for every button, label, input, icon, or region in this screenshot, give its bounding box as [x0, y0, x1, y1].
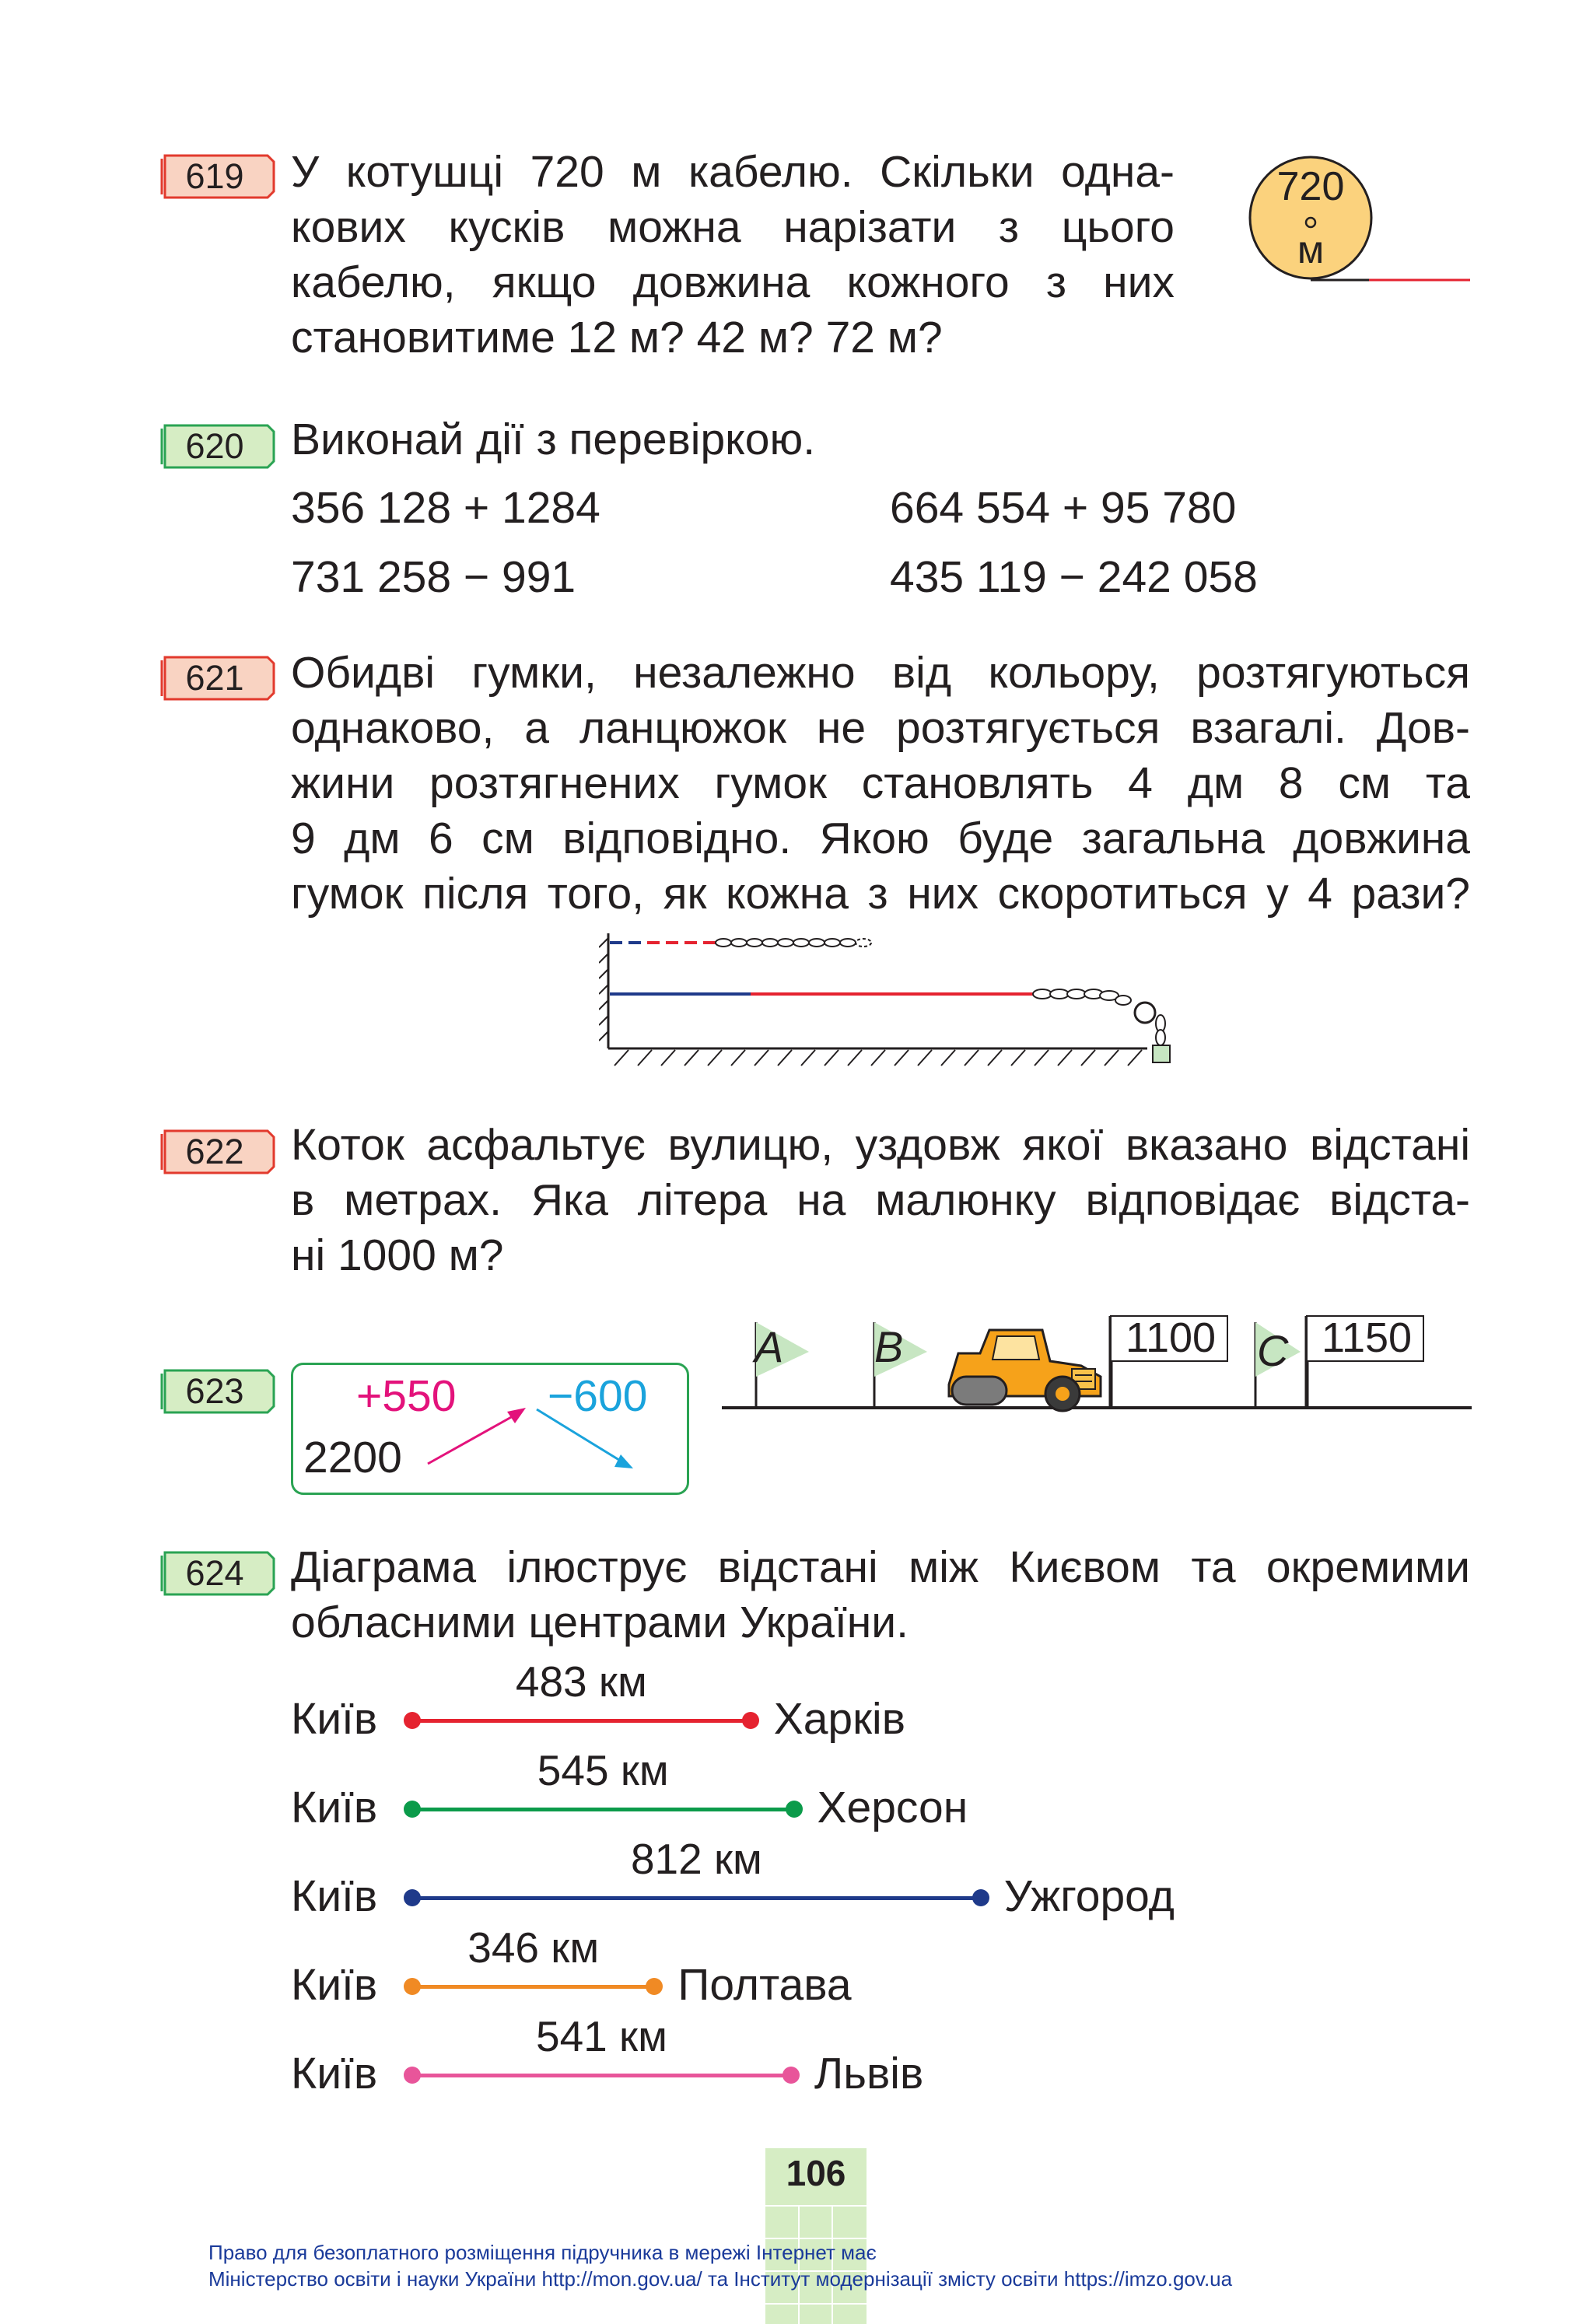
start-dot — [404, 2067, 421, 2084]
task-number-badge-621 — [160, 656, 269, 699]
distance-label: 812 км — [630, 1835, 762, 1883]
text-line: жини розтягнених гумок становлять 4 дм 8 см та — [291, 758, 1470, 808]
start-dot — [404, 1712, 421, 1729]
text-line: Обидві гумки, незалежно від кольору, розтягуються — [291, 648, 1470, 698]
task-number: 623 — [185, 1371, 244, 1411]
flag-label-b: B — [874, 1322, 904, 1371]
reel-unit: м — [1297, 228, 1325, 271]
distance-label: 541 км — [535, 2012, 667, 2060]
text-line: кабелю, якщо довжина кожного з них — [291, 257, 1175, 307]
task-621-text — [291, 646, 1470, 922]
city-to: Ужгород — [1003, 1871, 1175, 1921]
text-line: Діаграма ілюструє відстані між Києвом та окремими — [291, 1542, 1470, 1592]
rubber-band-chain-illustration — [599, 933, 1237, 1073]
city-from: Київ — [291, 1783, 378, 1832]
end-dot — [742, 1712, 759, 1729]
end-dot — [972, 1889, 989, 1906]
text-line: обласними центрами України. — [291, 1598, 909, 1647]
distance-sign: 1150 — [1321, 1314, 1413, 1361]
text-line: в метрах. Яка літера на малюнку відповідає відста- — [291, 1175, 1470, 1225]
distance-line — [412, 1808, 794, 1811]
text-line: Коток асфальтує вулицю, уздовж якої вказано відстані — [291, 1120, 1470, 1170]
start-dot — [404, 1978, 421, 1995]
footer-line-1: Право для безоплатного розміщення підручника в мережі Інтернет має — [208, 2241, 877, 2264]
flag-label-c: C — [1257, 1326, 1289, 1375]
text-line: гумок після того, як кожна з них скоротиться у 4 рази? — [291, 869, 1470, 919]
city-to: Херсон — [817, 1783, 968, 1832]
flag-label-a: A — [754, 1322, 784, 1371]
start-dot — [404, 1801, 421, 1818]
task-622-text — [291, 1118, 1470, 1283]
start-dot — [404, 1889, 421, 1906]
text-line: кових кусків можна нарізати з цього — [291, 202, 1175, 252]
distance-label: 346 км — [467, 1923, 600, 1972]
distance-sign: 1100 — [1125, 1314, 1217, 1361]
task-number: 624 — [185, 1553, 244, 1593]
distance-line — [412, 1719, 751, 1723]
start-number: 2200 — [303, 1433, 402, 1482]
chain-arrows — [420, 1392, 646, 1486]
task-number-badge-623 — [160, 1369, 269, 1412]
distance-label: 545 км — [537, 1746, 669, 1794]
page-number: 106 — [786, 2153, 846, 2193]
city-from: Київ — [291, 1871, 378, 1921]
end-dot — [786, 1801, 803, 1818]
task-number-badge-624 — [160, 1551, 269, 1594]
task-number-badge-620 — [160, 424, 269, 467]
end-dot — [782, 2067, 800, 2084]
distance-label: 483 км — [515, 1657, 647, 1706]
operation-plus: +550 — [356, 1371, 457, 1421]
text-line: 9 дм 6 см відповідно. Якою буде загальна довжина — [291, 814, 1470, 863]
city-to: Полтава — [677, 1960, 852, 2010]
distance-line — [412, 1985, 654, 1989]
expression: 731 258 − 991 — [291, 552, 576, 602]
road-roller-icon — [949, 1330, 1101, 1411]
expression: 664 554 + 95 780 — [890, 483, 1237, 533]
distance-line — [412, 2074, 791, 2077]
task-624-text — [291, 1540, 1470, 1650]
end-dot — [646, 1978, 663, 1995]
task-number-badge-619 — [160, 154, 269, 198]
expression: 435 119 − 242 058 — [890, 552, 1258, 602]
city-from: Київ — [291, 1960, 378, 2010]
task-number: 619 — [185, 156, 244, 196]
task-620-title: Виконай дії з перевіркою. — [291, 415, 816, 464]
task-number: 622 — [185, 1132, 244, 1171]
city-to: Львів — [814, 2049, 924, 2098]
operation-minus: −600 — [548, 1371, 648, 1421]
text-line: У котушці 720 м кабелю. Скільки одна- — [291, 147, 1175, 197]
task-number: 620 — [185, 426, 244, 466]
text-line: становитиме 12 м? 42 м? 72 м? — [291, 313, 943, 362]
city-from: Київ — [291, 2049, 378, 2098]
distance-line — [412, 1896, 981, 1900]
task-number: 621 — [185, 658, 244, 698]
task-number-badge-622 — [160, 1129, 269, 1173]
footer-line-2: Міністерство освіти і науки України http://mon.gov.ua/ та Інститут модернізації змісту освіти https://imzo.gov.ua — [208, 2267, 1233, 2291]
expression: 356 128 + 1284 — [291, 483, 600, 533]
city-to: Харків — [773, 1694, 905, 1744]
reel-value: 720 — [1276, 164, 1345, 209]
text-line: однаково, а ланцюжок не розтягується взагалі. Дов- — [291, 703, 1470, 753]
text-line: ні 1000 м? — [291, 1230, 504, 1280]
city-from: Київ — [291, 1694, 378, 1744]
task-619-text — [291, 145, 1175, 366]
